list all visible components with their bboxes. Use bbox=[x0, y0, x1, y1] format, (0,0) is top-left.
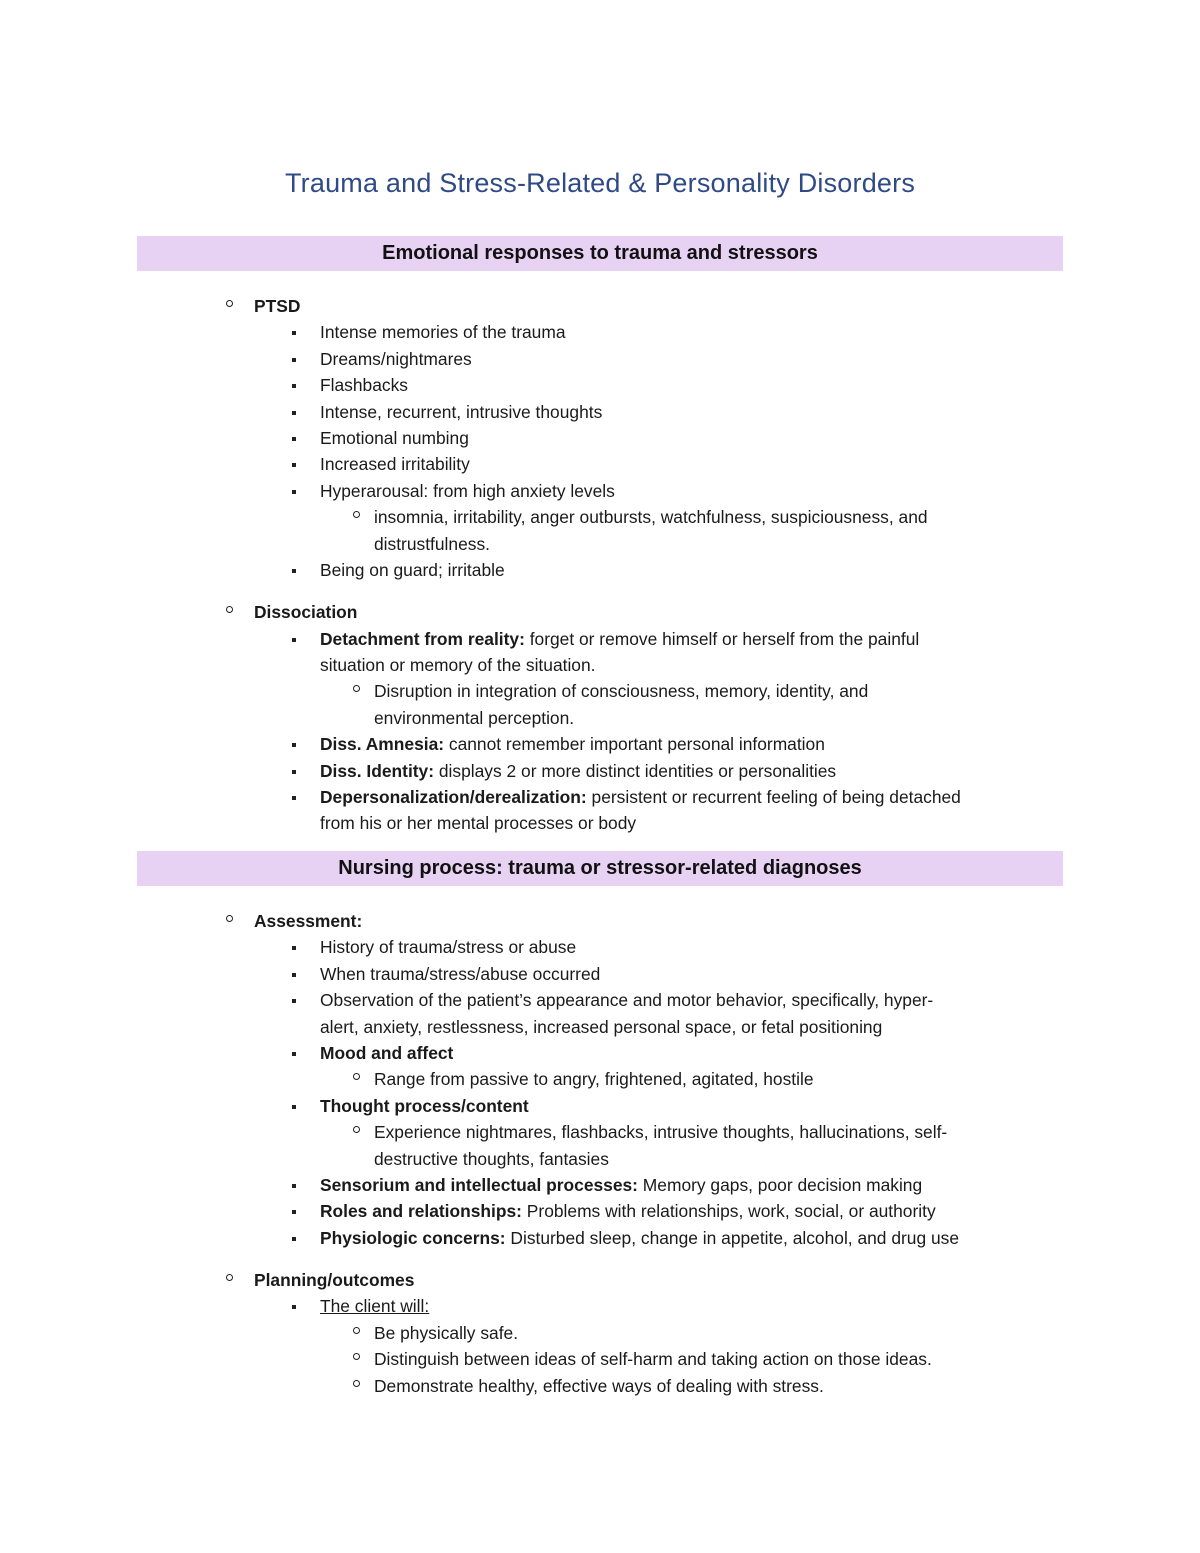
list-item: Distinguish between ideas of self-harm and taking action on those ideas. bbox=[0, 1346, 1200, 1372]
square-bullet-icon bbox=[292, 331, 296, 335]
list-item: Dreams/nightmares bbox=[0, 346, 1200, 372]
circle-bullet-icon bbox=[353, 1380, 360, 1387]
section-assessment bbox=[0, 908, 1200, 1251]
section-header-nursing-process: Nursing process: trauma or stressor-related diagnoses bbox=[137, 851, 1063, 886]
list-item: Being on guard; irritable bbox=[0, 557, 1200, 583]
list-item-continuation: environmental perception. bbox=[374, 707, 575, 728]
circle-bullet-icon bbox=[353, 511, 360, 518]
square-bullet-icon bbox=[292, 490, 296, 494]
square-bullet-icon bbox=[292, 743, 296, 747]
square-bullet-icon bbox=[292, 1305, 296, 1309]
circle-bullet-icon bbox=[353, 1353, 360, 1360]
list-item-continuation: situation or memory of the situation. bbox=[320, 655, 596, 676]
square-bullet-icon bbox=[292, 463, 296, 467]
square-bullet-icon bbox=[292, 1210, 296, 1214]
list-item: Disruption in integration of consciousness, memory, identity, and bbox=[0, 678, 1200, 704]
square-bullet-icon bbox=[292, 358, 296, 362]
list-item: Diss. Amnesia: cannot remember important personal information bbox=[0, 731, 1200, 757]
list-item-assessment: Assessment: bbox=[0, 908, 1200, 934]
list-item: Emotional numbing bbox=[0, 425, 1200, 451]
page-title: Trauma and Stress-Related & Personality Disorders bbox=[284, 168, 916, 198]
list-item: Diss. Identity: displays 2 or more distinct identities or personalities bbox=[0, 758, 1200, 784]
list-item: Intense, recurrent, intrusive thoughts bbox=[0, 399, 1200, 425]
square-bullet-icon bbox=[292, 1184, 296, 1188]
list-item: Observation of the patient’s appearance and motor behavior, specifically, hyper- bbox=[0, 987, 1200, 1013]
list-item-continuation: distrustfulness. bbox=[374, 533, 490, 554]
list-item: Physiologic concerns: Disturbed sleep, change in appetite, alcohol, and drug use bbox=[0, 1225, 1200, 1251]
square-bullet-icon bbox=[292, 999, 296, 1003]
square-bullet-icon bbox=[292, 796, 296, 800]
circle-bullet-icon bbox=[353, 1073, 360, 1080]
list-item: Flashbacks bbox=[0, 372, 1200, 398]
list-item: Be physically safe. bbox=[0, 1320, 1200, 1346]
section-planning bbox=[0, 1267, 1200, 1399]
list-item: Intense memories of the trauma bbox=[0, 319, 1200, 345]
list-item: Detachment from reality: forget or remove himself or herself from the painful bbox=[0, 626, 1200, 652]
section-header-emotional-responses: Emotional responses to trauma and stressors bbox=[137, 236, 1063, 271]
list-item: Hyperarousal: from high anxiety levels bbox=[0, 478, 1200, 504]
list-item: Depersonalization/derealization: persistent or recurrent feeling of being detached bbox=[0, 784, 1200, 810]
list-item: Sensorium and intellectual processes: Memory gaps, poor decision making bbox=[0, 1172, 1200, 1198]
list-item: Experience nightmares, flashbacks, intrusive thoughts, hallucinations, self- bbox=[0, 1119, 1200, 1145]
list-item: Demonstrate healthy, effective ways of dealing with stress. bbox=[0, 1373, 1200, 1399]
circle-bullet-icon bbox=[226, 606, 233, 613]
list-item: History of trauma/stress or abuse bbox=[0, 934, 1200, 960]
list-item-continuation: alert, anxiety, restlessness, increased personal space, or fetal positioning bbox=[320, 1016, 883, 1037]
square-bullet-icon bbox=[292, 770, 296, 774]
square-bullet-icon bbox=[292, 437, 296, 441]
square-bullet-icon bbox=[292, 638, 296, 642]
list-item-dissociation: Dissociation bbox=[0, 599, 1200, 625]
square-bullet-icon bbox=[292, 384, 296, 388]
list-item: The client will: bbox=[0, 1293, 1200, 1319]
circle-bullet-icon bbox=[353, 1126, 360, 1133]
square-bullet-icon bbox=[292, 1052, 296, 1056]
list-item: Thought process/content bbox=[0, 1093, 1200, 1119]
circle-bullet-icon bbox=[226, 915, 233, 922]
list-item-continuation: destructive thoughts, fantasies bbox=[374, 1148, 609, 1169]
circle-bullet-icon bbox=[226, 300, 233, 307]
square-bullet-icon bbox=[292, 569, 296, 573]
list-item: Range from passive to angry, frightened, agitated, hostile bbox=[0, 1066, 1200, 1092]
square-bullet-icon bbox=[292, 1105, 296, 1109]
list-item-planning: Planning/outcomes bbox=[0, 1267, 1200, 1293]
list-item: insomnia, irritability, anger outbursts, watchfulness, suspiciousness, and bbox=[0, 504, 1200, 530]
circle-bullet-icon bbox=[353, 1327, 360, 1334]
list-item-continuation: from his or her mental processes or body bbox=[320, 813, 637, 834]
circle-bullet-icon bbox=[226, 1274, 233, 1281]
list-item: Roles and relationships: Problems with relationships, work, social, or authority bbox=[0, 1198, 1200, 1224]
list-item: Increased irritability bbox=[0, 451, 1200, 477]
square-bullet-icon bbox=[292, 946, 296, 950]
square-bullet-icon bbox=[292, 1237, 296, 1241]
list-item: When trauma/stress/abuse occurred bbox=[0, 961, 1200, 987]
list-item: Mood and affect bbox=[0, 1040, 1200, 1066]
section-emotional-responses bbox=[0, 293, 1200, 837]
square-bullet-icon bbox=[292, 973, 296, 977]
square-bullet-icon bbox=[292, 411, 296, 415]
list-item-ptsd: PTSD bbox=[0, 293, 1200, 319]
circle-bullet-icon bbox=[353, 685, 360, 692]
